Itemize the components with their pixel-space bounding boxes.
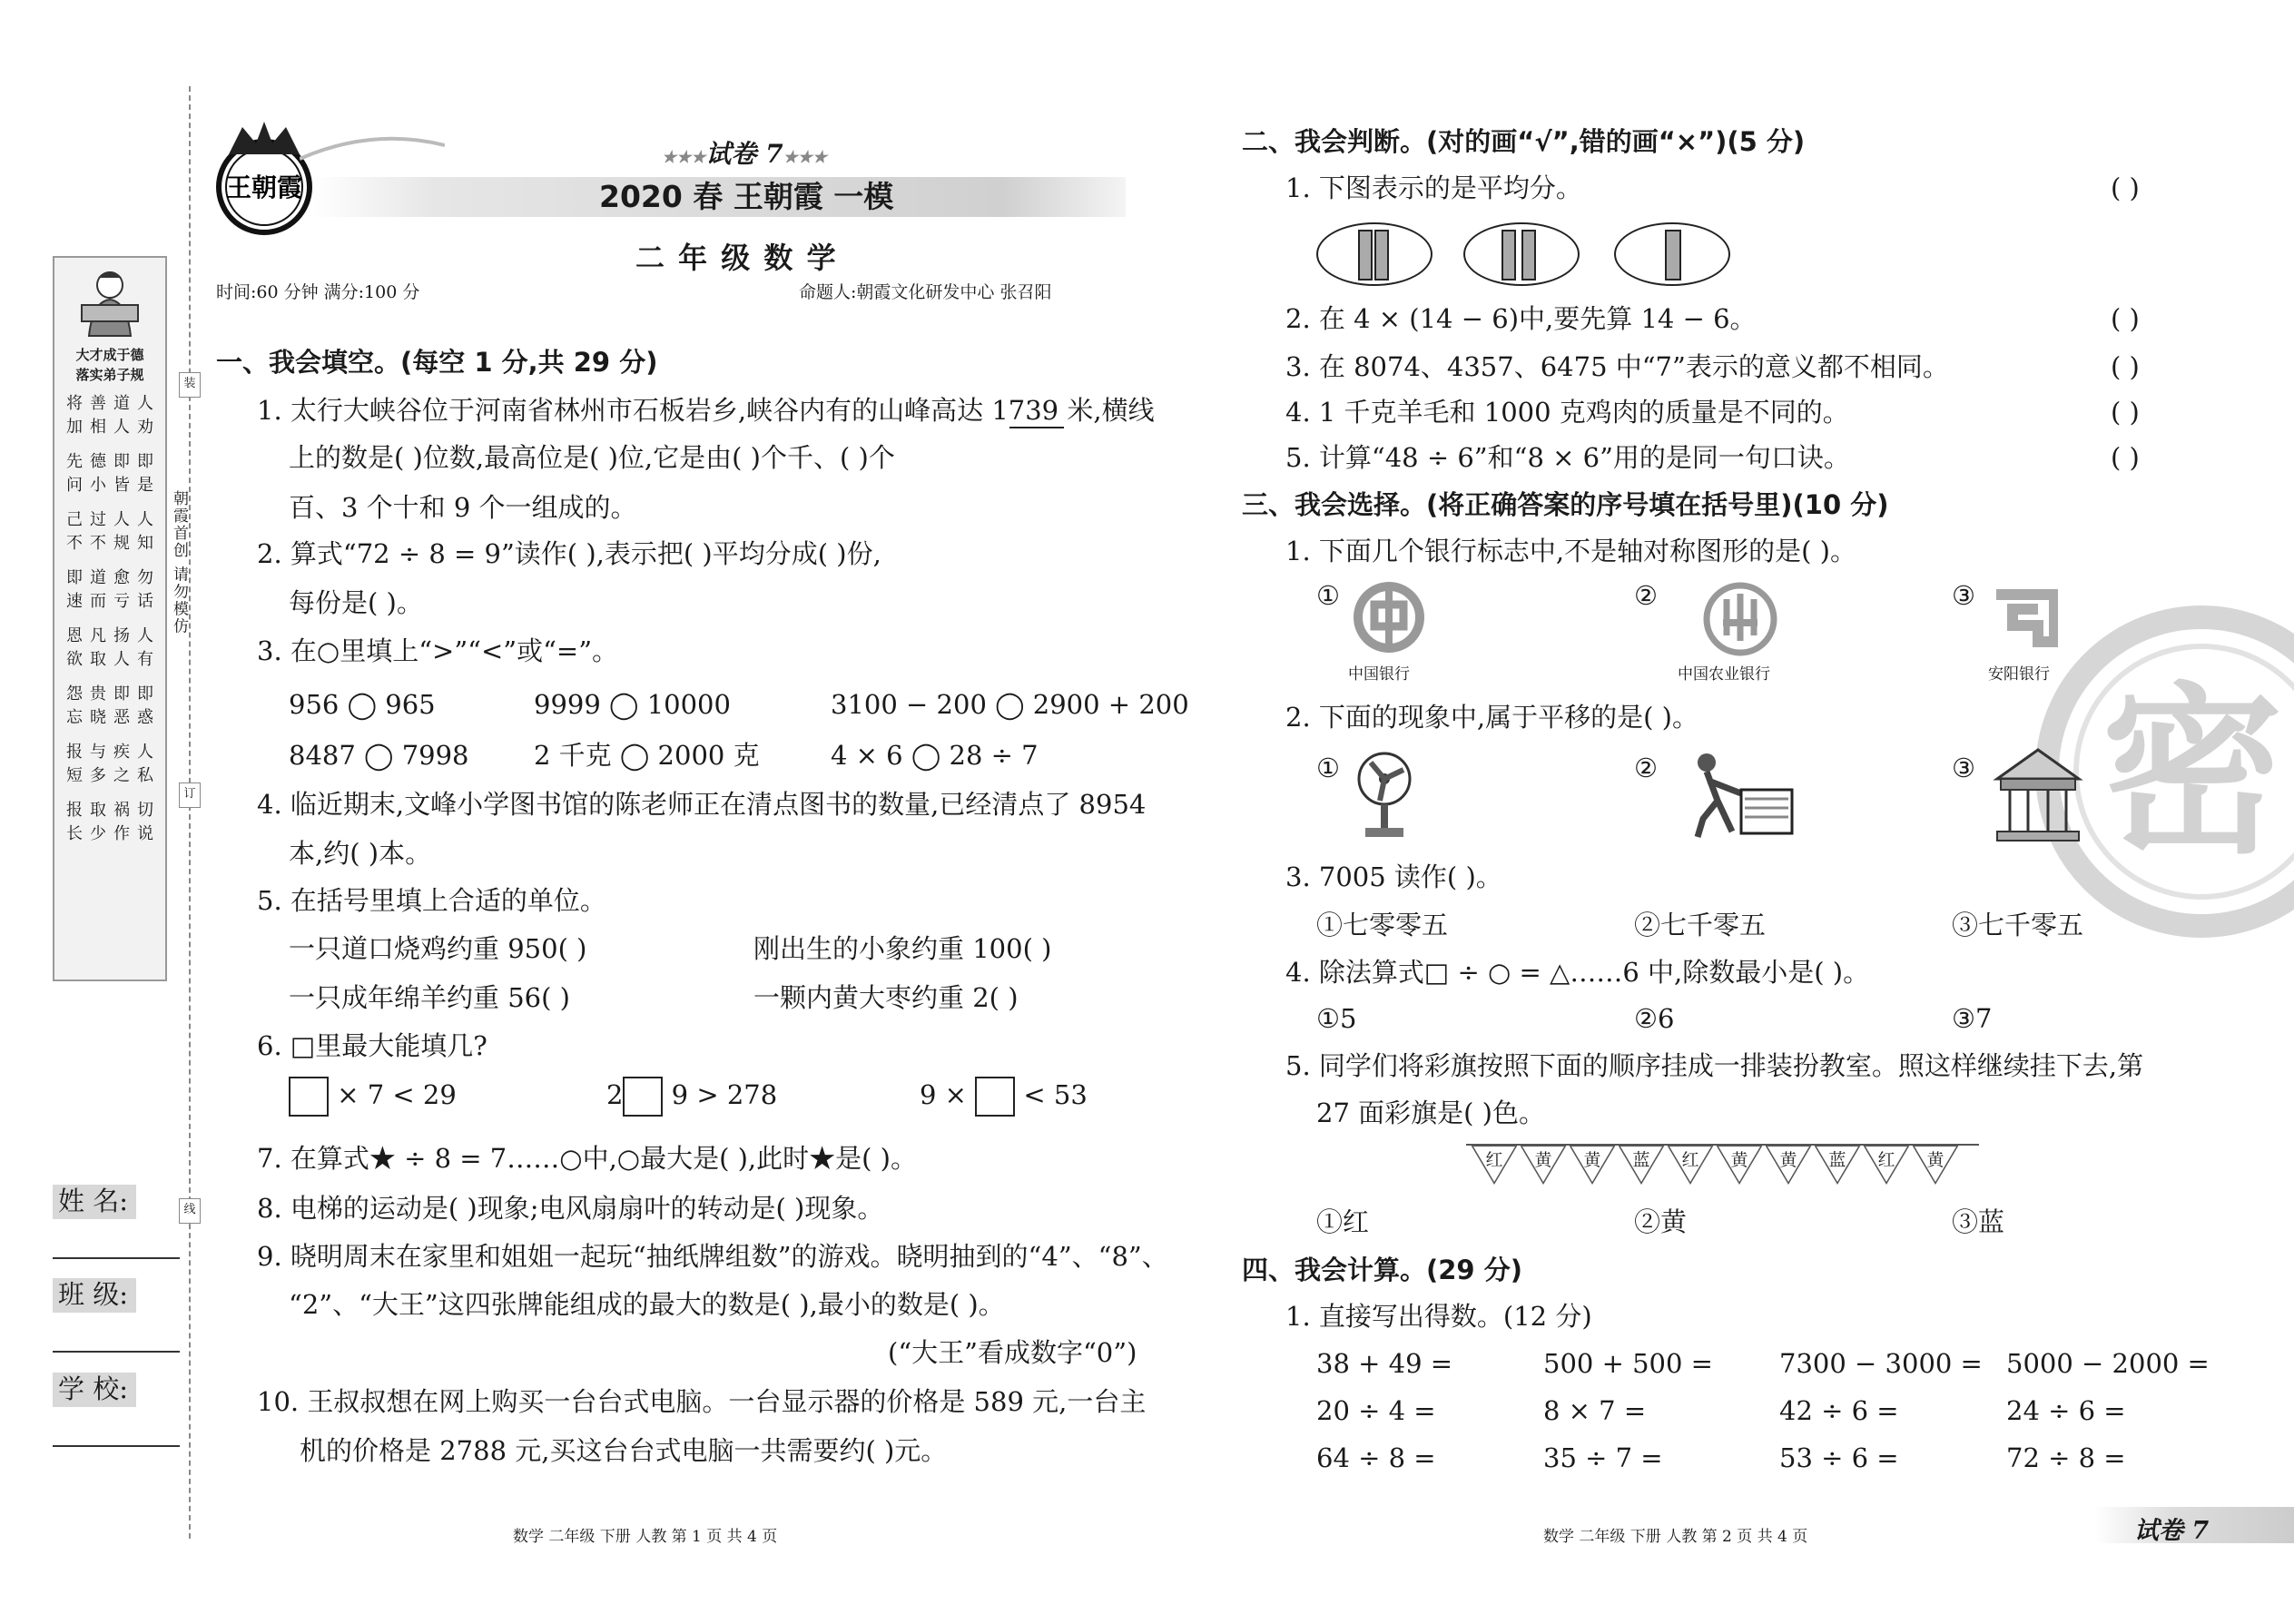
flag-row xyxy=(1471,1145,1979,1190)
ellipse-figure-1 xyxy=(1316,222,1433,286)
motto-char: 先 xyxy=(66,452,83,471)
motto-char: 怨 xyxy=(66,684,83,704)
motto-char: 作 xyxy=(113,824,130,843)
footer-badge: 试卷 7 xyxy=(2094,1507,2294,1543)
motto-char: 己 xyxy=(66,510,83,529)
q5-item-1: 一只道口烧鸡约重 950( ) xyxy=(289,933,587,964)
ellipse-figure-2 xyxy=(1463,222,1580,286)
motto-char: 小 xyxy=(90,476,106,495)
motto-column xyxy=(113,392,131,973)
q5-item-3: 一只成年绵羊约重 56( ) xyxy=(289,982,570,1013)
name-field[interactable] xyxy=(53,1257,180,1259)
q9-line2: “2”、“大王”这四张牌能组成的最大的数是( ),最小的数是( )。 xyxy=(289,1289,1005,1320)
bank-label-2: 中国农业银行 xyxy=(1678,665,1770,684)
motto-char: 报 xyxy=(66,801,83,820)
motto-text xyxy=(65,392,156,973)
q9-line1: 9. 晓明周末在家里和姐姐一起玩“抽纸牌组数”的游戏。晓明抽到的“4”、“8”、 xyxy=(257,1241,1168,1272)
q4-line2: 本,约( )本。 xyxy=(289,838,432,869)
flag-color-label: 蓝 xyxy=(1632,1150,1650,1170)
motto-char: 人 xyxy=(137,743,153,762)
judge-3-paren[interactable]: ( ) xyxy=(2111,351,2140,382)
flag-color-label: 黄 xyxy=(1534,1150,1552,1170)
anyang-bank-logo-icon xyxy=(1993,586,2058,649)
motto-char: 之 xyxy=(113,766,130,785)
q3-item-2: 9999 ◯ 10000 xyxy=(534,689,731,720)
flag-color-label: 黄 xyxy=(1730,1150,1748,1170)
q6-text: 6. □里最大能填几? xyxy=(257,1030,487,1061)
motto-char: 晓 xyxy=(90,708,106,727)
motto-char: 贵 xyxy=(90,684,106,704)
motto-char: 人 xyxy=(113,650,130,669)
motto-char: 少 xyxy=(90,824,106,843)
q5-item-2: 刚出生的小象约重 100( ) xyxy=(753,933,1052,964)
choice-3-opt-1[interactable]: ①七零零五 xyxy=(1316,910,1449,940)
judge-2-paren[interactable]: ( ) xyxy=(2111,303,2140,334)
choice-4: 4. 除法算式□ ÷ ○ = △……6 中,除数最小是( )。 xyxy=(1285,957,1870,988)
motto-char: 切 xyxy=(137,801,153,820)
choice-3-opt-3[interactable]: ③七千零五 xyxy=(1952,910,2084,940)
calc-item[interactable]: 38 + 49 = xyxy=(1316,1348,1453,1379)
bank-label-3: 安阳银行 xyxy=(1988,665,2050,684)
judge-5: 5. 计算“48 ÷ 6”和“8 × 6”用的是同一句口诀。 xyxy=(1285,442,1850,473)
seal-text: 朝霞首创 请勿模仿 xyxy=(170,490,188,635)
choice-1: 1. 下面几个银行标志中,不是轴对称图形的是( )。 xyxy=(1285,536,1856,566)
pennant-flag xyxy=(1765,1145,1812,1186)
motto-char: 规 xyxy=(113,534,130,553)
q4-line1: 4. 临近期末,文峰小学图书馆的陈老师正在清点图书的数量,已经清点了 8954 xyxy=(257,789,1147,820)
motto-char: 恶 xyxy=(113,708,130,727)
q9-note: (“大王”看成数字“0”) xyxy=(888,1337,1137,1368)
slogan-1: 大才成于德 xyxy=(75,347,144,363)
choice-5-line1: 5. 同学们将彩旗按照下面的顺序挂成一排装扮教室。照这样继续挂下去,第 xyxy=(1285,1050,2144,1081)
agricultural-bank-logo-icon xyxy=(1699,581,1781,657)
choice-4-opt-1[interactable]: ①5 xyxy=(1316,1003,1357,1034)
choice-2-opt-3[interactable]: ③ xyxy=(1952,753,1975,783)
motto-char: 不 xyxy=(66,534,83,553)
seal-vertical-text xyxy=(169,490,189,640)
exam-subject: 二 年 级 数 学 xyxy=(635,241,838,275)
binding-marker-3: 线 xyxy=(179,1198,201,1224)
choice-1-opt-3[interactable]: ③ xyxy=(1952,580,1975,611)
binding-dashed-line xyxy=(189,86,191,1539)
calc-item[interactable]: 20 ÷ 4 = xyxy=(1316,1395,1436,1426)
motto-char: 凡 xyxy=(90,626,106,645)
calc-item[interactable]: 72 ÷ 8 = xyxy=(2006,1442,2126,1473)
pennant-flag xyxy=(1863,1145,1910,1186)
paper-number: ★★★试卷 7★★★ xyxy=(661,139,828,169)
q1-line1: 1. 太行大峡谷位于河南省林州市石板岩乡,峡谷内有的山峰高达 1739 米,横线 xyxy=(257,395,1155,426)
choice-1-opt-2[interactable]: ② xyxy=(1634,580,1658,611)
calc-item[interactable]: 64 ÷ 8 = xyxy=(1316,1442,1436,1473)
pennant-flag xyxy=(1912,1145,1959,1186)
motto-char: 皆 xyxy=(113,476,130,495)
motto-char: 知 xyxy=(137,534,153,553)
motto-char: 问 xyxy=(66,476,83,495)
flag-color-label: 红 xyxy=(1877,1150,1895,1170)
motto-char: 惑 xyxy=(137,708,153,727)
motto-char: 不 xyxy=(90,534,106,553)
q3-item-3: 3100 − 200 ◯ 2900 + 200 xyxy=(831,689,1189,720)
motto-char: 与 xyxy=(90,743,106,762)
bank-of-china-logo-icon xyxy=(1353,581,1425,654)
calc-item[interactable]: 8 × 7 = xyxy=(1543,1395,1647,1426)
motto-char: 而 xyxy=(90,592,106,611)
motto-char: 有 xyxy=(137,650,153,669)
stamp-text: 密 xyxy=(2101,667,2284,879)
q1-line2: 上的数是( )位数,最高位是( )位,它是由( )个千、( )个 xyxy=(289,442,895,473)
motto-panel xyxy=(53,256,167,981)
motto-char: 道 xyxy=(90,568,106,587)
choice-4-opt-3[interactable]: ③7 xyxy=(1952,1003,1993,1034)
motto-char: 加 xyxy=(66,418,83,437)
footer-right: 数学 二年级 下册 人教 第 2 页 共 4 页 xyxy=(1543,1528,1808,1546)
part4-heading: 四、我会计算。(29 分) xyxy=(1242,1255,1522,1285)
class-label: 班 级: xyxy=(53,1278,136,1313)
motto-column xyxy=(65,392,84,973)
judge-5-paren[interactable]: ( ) xyxy=(2111,442,2140,473)
pushing-box-icon xyxy=(1661,750,1797,841)
school-field[interactable] xyxy=(53,1445,180,1447)
motto-char: 劝 xyxy=(137,418,153,437)
calc-item[interactable]: 35 ÷ 7 = xyxy=(1543,1442,1663,1473)
motto-char: 欲 xyxy=(66,650,83,669)
choice-2-opt-1[interactable]: ① xyxy=(1316,753,1340,783)
motto-char: 私 xyxy=(137,766,153,785)
name-label: 姓 名: xyxy=(53,1185,136,1219)
q10-line1: 10. 王叔叔想在网上购买一台台式电脑。一台显示器的价格是 589 元,一台主 xyxy=(257,1386,1147,1417)
header-ribbon xyxy=(300,136,445,163)
q1-line3: 百、3 个十和 9 个一组成的。 xyxy=(289,492,637,523)
motto-char: 相 xyxy=(90,418,106,437)
choice-3: 3. 7005 读作( )。 xyxy=(1285,861,1502,892)
part1-heading: 一、我会填空。(每空 1 分,共 29 分) xyxy=(216,347,658,378)
q3-item-6: 4 × 6 ◯ 28 ÷ 7 xyxy=(831,740,1039,771)
flag-color-label: 蓝 xyxy=(1828,1150,1846,1170)
motto-char: 速 xyxy=(66,592,83,611)
footer-left: 数学 二年级 下册 人教 第 1 页 共 4 页 xyxy=(513,1528,778,1546)
motto-char: 人 xyxy=(113,418,130,437)
choice-3-opt-2[interactable]: ②七千零五 xyxy=(1634,910,1767,940)
pennant-flag xyxy=(1667,1145,1714,1186)
q3-item-5: 2 千克 ◯ 2000 克 xyxy=(534,740,760,771)
choice-1-opt-1[interactable]: ① xyxy=(1316,580,1340,611)
motto-char: 长 xyxy=(66,824,83,843)
q3-item-1: 956 ◯ 965 xyxy=(289,689,436,720)
calc-item[interactable]: 42 ÷ 6 = xyxy=(1779,1395,1899,1426)
judge-4: 4. 1 千克羊毛和 1000 克鸡肉的质量是不同的。 xyxy=(1285,397,1849,428)
motto-char: 多 xyxy=(90,766,106,785)
answer-box[interactable] xyxy=(623,1077,663,1117)
motto-char: 人 xyxy=(113,510,130,529)
q7-text: 7. 在算式★ ÷ 8 = 7……○中,○最大是( ),此时★是( )。 xyxy=(257,1143,917,1174)
motto-char: 善 xyxy=(90,394,106,413)
motto-char: 即 xyxy=(66,568,83,587)
q8-text: 8. 电梯的运动是( )现象;电风扇扇叶的转动是( )现象。 xyxy=(257,1193,884,1224)
motto-char: 疾 xyxy=(113,743,130,762)
carousel-icon xyxy=(1988,744,2088,844)
motto-char: 即 xyxy=(113,452,130,471)
motto-char: 取 xyxy=(90,801,106,820)
motto-char: 亏 xyxy=(113,592,130,611)
motto-char: 即 xyxy=(137,684,153,704)
motto-char: 报 xyxy=(66,743,83,762)
school-label: 学 校: xyxy=(53,1373,136,1407)
judge-1-paren[interactable]: ( ) xyxy=(2111,172,2140,203)
choice-5-opt-2[interactable]: ②黄 xyxy=(1634,1206,1688,1237)
exam-title: 2020 春 王朝霞 一模 xyxy=(599,179,894,214)
motto-char: 祸 xyxy=(113,801,130,820)
choice-2: 2. 下面的现象中,属于平移的是( )。 xyxy=(1285,702,1698,733)
bank-label-1: 中国银行 xyxy=(1348,665,1410,684)
judge-3: 3. 在 8074、4357、6475 中“7”表示的意义都不相同。 xyxy=(1285,351,1949,382)
flag-color-label: 红 xyxy=(1485,1150,1503,1170)
motto-char: 忘 xyxy=(66,708,83,727)
motto-char: 勿 xyxy=(137,568,153,587)
motto-char: 人 xyxy=(137,510,153,529)
flag-color-label: 红 xyxy=(1681,1150,1699,1170)
q1-underline xyxy=(1009,427,1064,428)
judge-4-paren[interactable]: ( ) xyxy=(2111,397,2140,428)
motto-char: 道 xyxy=(113,394,130,413)
mascot-icon xyxy=(76,265,143,338)
q5-item-4: 一颗内黄大枣约重 2( ) xyxy=(753,982,1019,1013)
q6-item-2: 2 9 > 278 xyxy=(606,1077,777,1117)
motto-char: 即 xyxy=(137,452,153,471)
calc-item[interactable]: 5000 − 2000 = xyxy=(2006,1348,2210,1379)
choice-5-line2: 27 面彩旗是( )色。 xyxy=(1316,1097,1545,1128)
calc-subheading: 1. 直接写出得数。(12 分) xyxy=(1285,1301,1592,1332)
q2-line2: 每份是( )。 xyxy=(289,587,423,618)
calc-item[interactable]: 24 ÷ 6 = xyxy=(2006,1395,2126,1426)
judge-1: 1. 下图表示的是平均分。 xyxy=(1285,172,1582,203)
calc-item[interactable]: 53 ÷ 6 = xyxy=(1779,1442,1899,1473)
choice-5-opt-3[interactable]: ③蓝 xyxy=(1952,1206,2005,1237)
motto-char: 短 xyxy=(66,766,83,785)
electric-fan-icon xyxy=(1353,750,1416,841)
motto-char: 德 xyxy=(90,452,106,471)
choice-2-opt-2[interactable]: ② xyxy=(1634,753,1658,783)
pennant-flag xyxy=(1569,1145,1616,1186)
calc-item[interactable]: 7300 − 3000 = xyxy=(1779,1348,1983,1379)
ellipse-figure-3 xyxy=(1614,222,1730,286)
flag-color-label: 黄 xyxy=(1583,1150,1601,1170)
q3-item-4: 8487 ◯ 7998 xyxy=(289,740,469,771)
q5-text: 5. 在括号里填上合适的单位。 xyxy=(257,885,606,916)
motto-column xyxy=(136,392,154,973)
motto-char: 过 xyxy=(90,510,106,529)
motto-char: 人 xyxy=(137,626,153,645)
pennant-flag xyxy=(1814,1145,1861,1186)
flag-color-label: 黄 xyxy=(1779,1150,1797,1170)
motto-char: 是 xyxy=(137,476,153,495)
class-field[interactable] xyxy=(53,1351,180,1353)
q2-line1: 2. 算式“72 ÷ 8 = 9”读作( ),表示把( )平均分成( )份, xyxy=(257,538,881,569)
answer-box[interactable] xyxy=(289,1077,329,1117)
motto-column xyxy=(89,392,107,973)
motto-char: 人 xyxy=(137,394,153,413)
motto-char: 将 xyxy=(66,394,83,413)
q6-item-1: × 7 < 29 xyxy=(289,1077,457,1117)
slogan-2: 落实弟子规 xyxy=(75,367,144,383)
q3-text: 3. 在○里填上“>”“<”或“=”。 xyxy=(257,635,619,666)
binding-marker-2: 订 xyxy=(179,782,201,808)
calc-grid xyxy=(1316,1348,2224,1496)
answer-box[interactable] xyxy=(975,1077,1015,1117)
motto-char: 扬 xyxy=(113,626,130,645)
motto-char: 话 xyxy=(137,592,153,611)
pennant-flag xyxy=(1618,1145,1665,1186)
part3-heading: 三、我会选择。(将正确答案的序号填在括号里)(10 分) xyxy=(1242,489,1889,520)
motto-char: 说 xyxy=(137,824,153,843)
pennant-flag xyxy=(1520,1145,1567,1186)
q6-item-3: 9 × < 53 xyxy=(920,1077,1088,1117)
pennant-flag xyxy=(1716,1145,1763,1186)
motto-char: 恩 xyxy=(66,626,83,645)
author-info: 命题人:朝霞文化研发中心 张召阳 xyxy=(799,282,1052,302)
binding-marker-1: 装 xyxy=(179,372,201,398)
pennant-flag xyxy=(1471,1145,1518,1186)
motto-char: 取 xyxy=(90,650,106,669)
time-info: 时间:60 分钟 满分:100 分 xyxy=(216,282,420,302)
judge-2: 2. 在 4 × (14 − 6)中,要先算 14 − 6。 xyxy=(1285,303,1757,334)
flag-color-label: 黄 xyxy=(1926,1150,1944,1170)
motto-char: 即 xyxy=(113,684,130,704)
choice-4-opt-2[interactable]: ②6 xyxy=(1634,1003,1675,1034)
motto-char: 愈 xyxy=(113,568,130,587)
choice-5-opt-1[interactable]: ①红 xyxy=(1316,1206,1370,1237)
calc-item[interactable]: 500 + 500 = xyxy=(1543,1348,1713,1379)
part2-heading: 二、我会判断。(对的画“√”,错的画“×”)(5 分) xyxy=(1242,126,1806,157)
q10-line2: 机的价格是 2788 元,买这台台式电脑一共需要约( )元。 xyxy=(300,1435,948,1466)
svg-text:王朝霞: 王朝霞 xyxy=(225,172,303,202)
